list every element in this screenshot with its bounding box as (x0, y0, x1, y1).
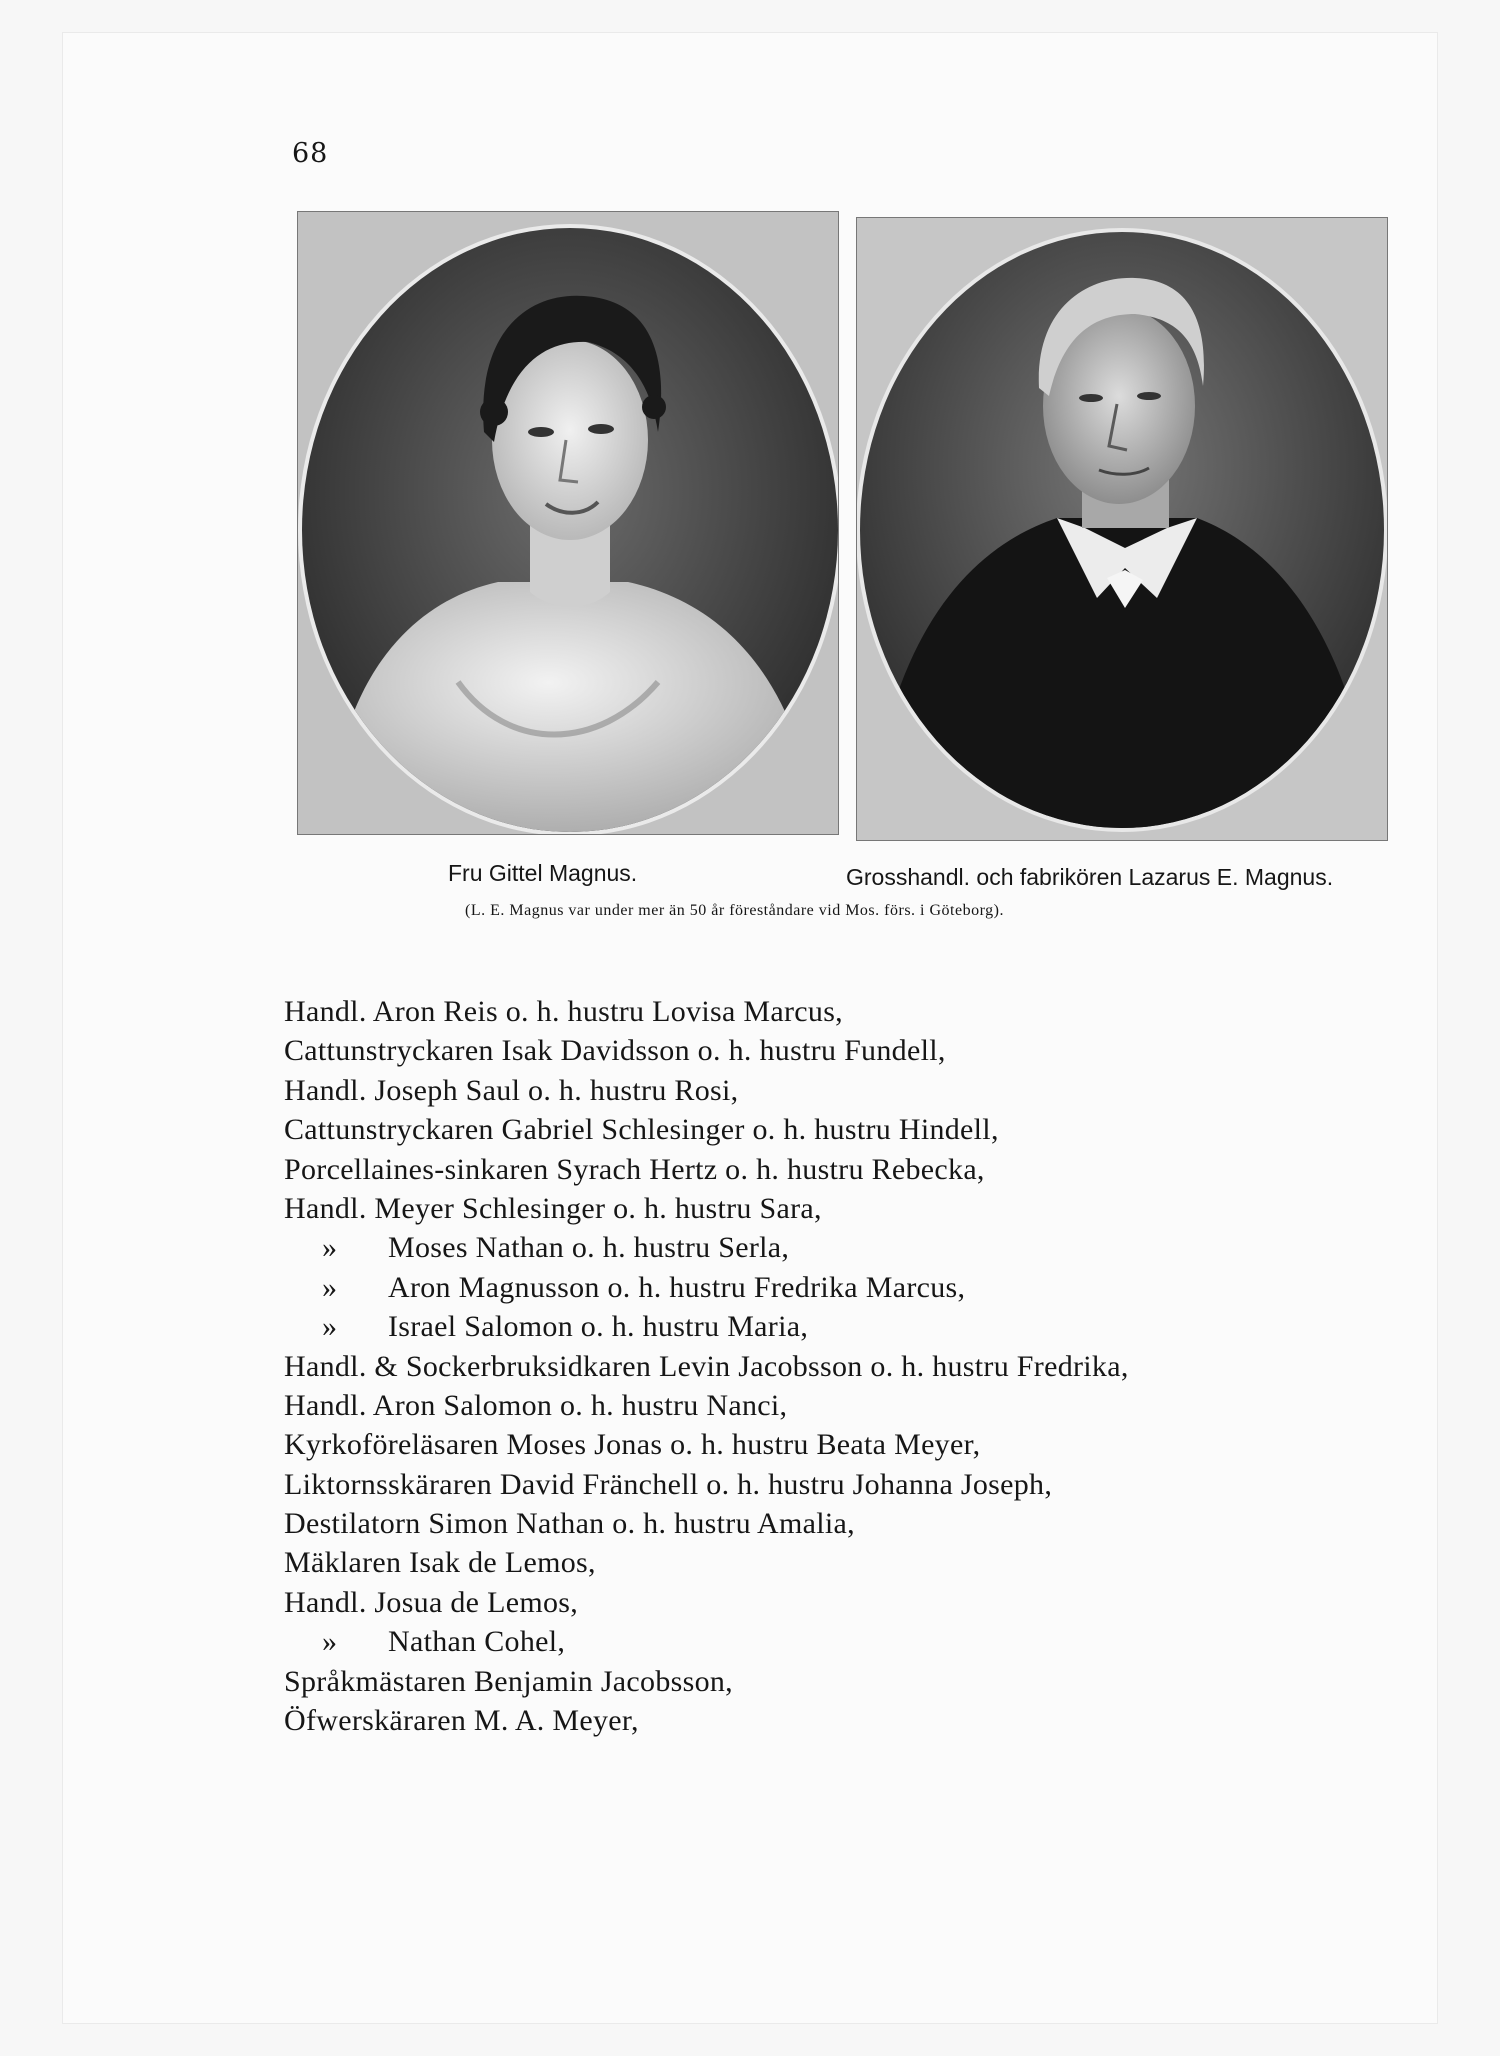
list-line-text: Cattunstryckaren Gabriel Schlesinger o. h. hustru Hindell, (284, 1113, 999, 1147)
caption-right: Grosshandl. och fabrikören Lazarus E. Magnus. (846, 864, 1334, 890)
list-line (284, 1071, 1364, 1110)
list-line (284, 1189, 1364, 1228)
list-line (284, 1583, 1364, 1622)
ditto-mark: » (322, 1231, 338, 1265)
list-line (284, 1425, 1364, 1464)
list-line-text: Handl. Aron Salomon o. h. hustru Nanci, (284, 1388, 788, 1422)
ditto-mark: » (322, 1625, 338, 1659)
list-line (284, 1662, 1364, 1701)
list-line (284, 1228, 1364, 1267)
list-line (284, 1268, 1364, 1307)
list-line (284, 1031, 1364, 1070)
list-line (284, 1150, 1364, 1189)
list-line (284, 1701, 1364, 1740)
list-line-text: Cattunstryckaren Isak Davidsson o. h. hustru Fundell, (284, 1034, 946, 1068)
list-line (284, 1347, 1364, 1386)
list-line-text: Handl. Aron Reis o. h. hustru Lovisa Marcus, (284, 995, 843, 1028)
list-line (284, 1504, 1364, 1543)
portrait-gittel-magnus (297, 211, 839, 835)
portrait-woman-image (298, 212, 838, 834)
list-line-text: Språkmästaren Benjamin Jacobsson, (284, 1664, 733, 1698)
list-line-text: Porcellaines-sinkaren Syrach Hertz o. h. hustru Rebecka, (284, 1152, 985, 1186)
list-line-text: Destilatorn Simon Nathan o. h. hustru Amalia, (284, 1507, 855, 1541)
list-line (284, 1110, 1364, 1149)
portrait-lazarus-magnus (856, 217, 1388, 841)
list-line-text: Liktornsskäraren David Fränchell o. h. hustru Johanna Joseph, (284, 1467, 1053, 1501)
list-line (284, 1386, 1364, 1425)
portrait-man-image (857, 218, 1387, 840)
list-line-text: Handl. Meyer Schlesinger o. h. hustru Sara, (284, 1191, 822, 1225)
list-line-text: Öfwerskäraren M. A. Meyer, (284, 1704, 639, 1738)
list-line-text: Handl. & Sockerbruksidkaren Levin Jacobsson o. h. hustru Fredrika, (284, 1349, 1129, 1383)
caption-note: (L. E. Magnus var under mer än 50 år föreståndare vid Mos. förs. i Göteborg). (465, 902, 1004, 919)
ditto-mark: » (322, 1310, 338, 1344)
page-number: 68 (292, 138, 329, 169)
list-line-text: Nathan Cohel, (388, 1625, 566, 1659)
list-line-text: Israel Salomon o. h. hustru Maria, (388, 1310, 809, 1344)
list-line (284, 1622, 1364, 1661)
list-line (284, 1307, 1364, 1346)
list-line-text: Aron Magnusson o. h. hustru Fredrika Marcus, (388, 1270, 966, 1304)
list-line (284, 1543, 1364, 1582)
caption-left: Fru Gittel Magnus. (448, 860, 638, 886)
list-line-text: Handl. Josua de Lemos, (284, 1585, 579, 1619)
member-list (284, 992, 1364, 1740)
list-line-text: Mäklaren Isak de Lemos, (284, 1546, 596, 1580)
list-line-text: Kyrkoföreläsaren Moses Jonas o. h. hustru Beata Meyer, (284, 1428, 981, 1462)
ditto-mark: » (322, 1270, 338, 1304)
list-line-text: Moses Nathan o. h. hustru Serla, (388, 1231, 790, 1265)
list-line (284, 1465, 1364, 1504)
list-line-text: Handl. Joseph Saul o. h. hustru Rosi, (284, 1073, 739, 1107)
list-line (284, 992, 1364, 1031)
